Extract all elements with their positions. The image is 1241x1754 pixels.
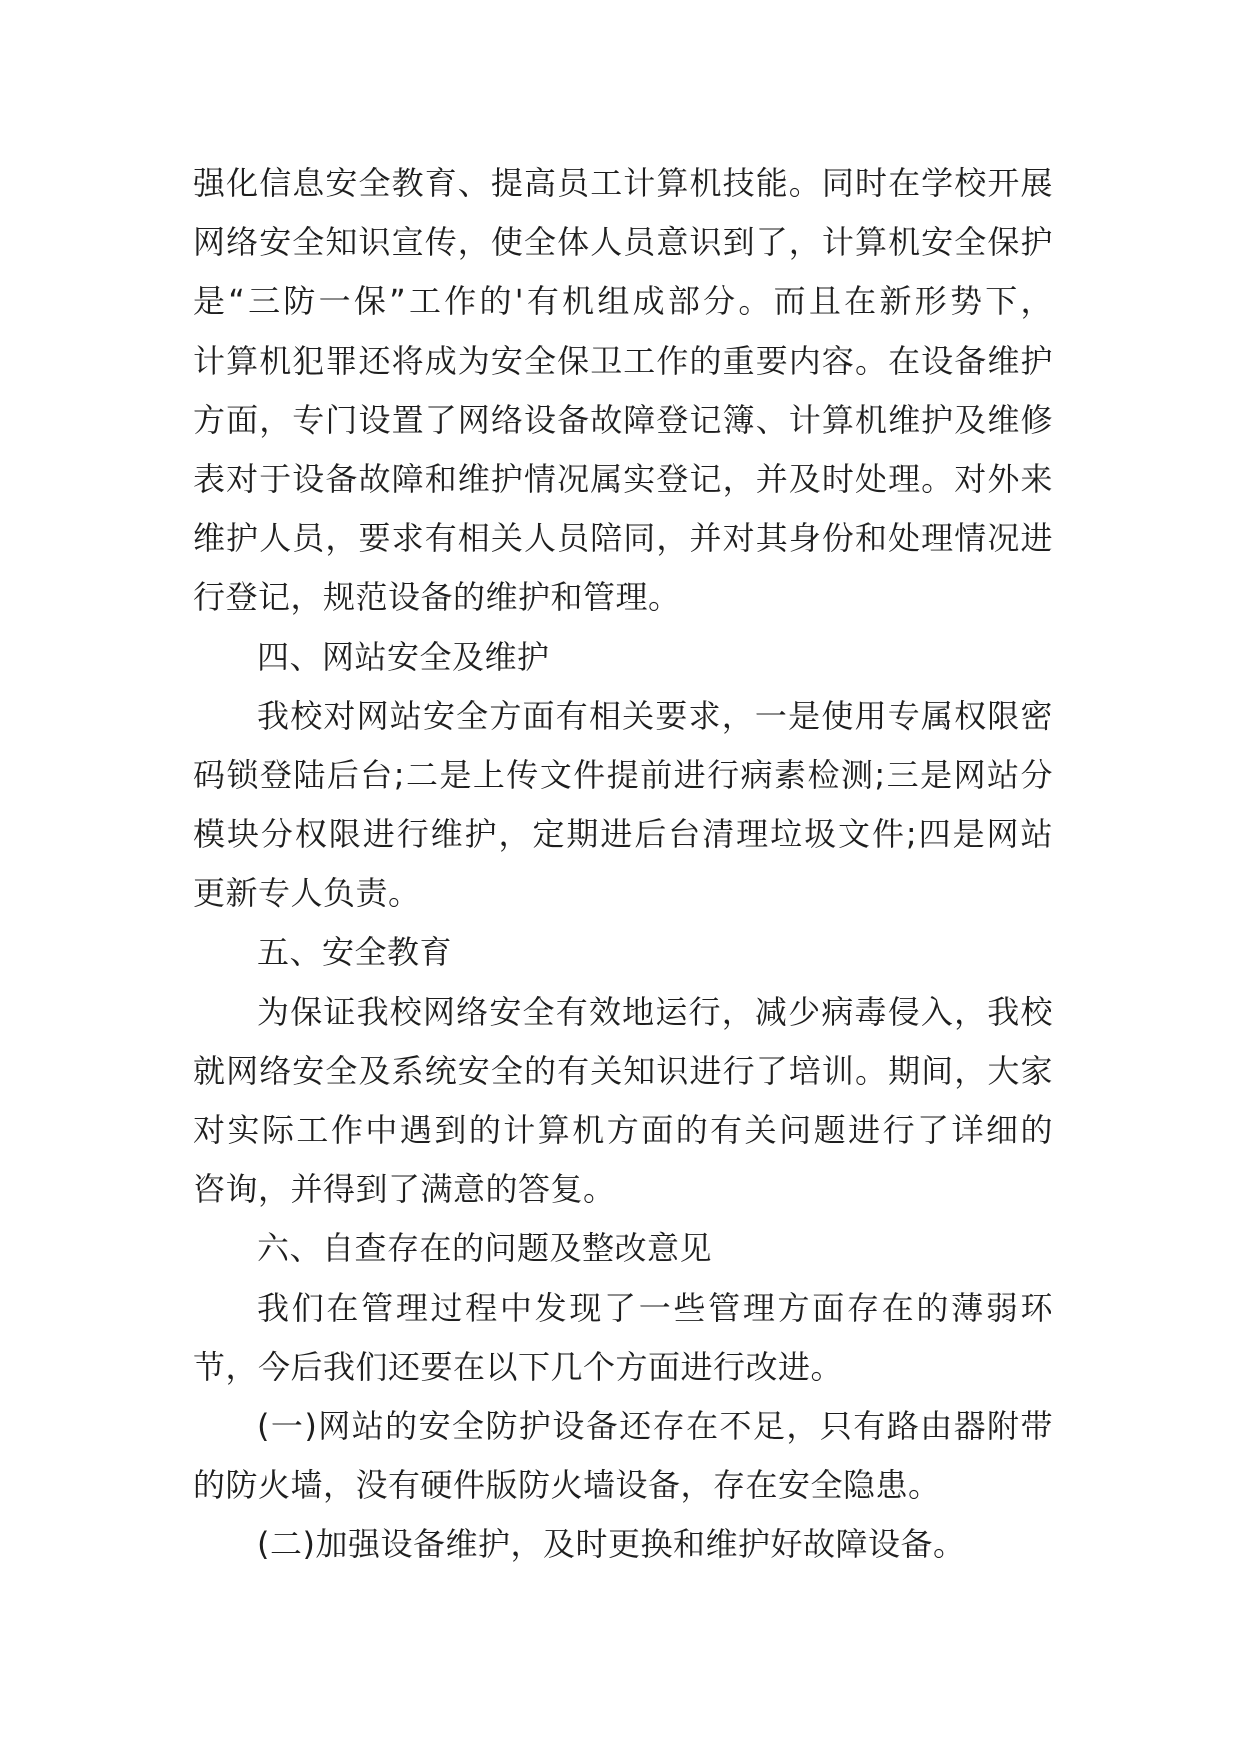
text-line: 表对于设备故障和维护情况属实登记，并及时处理。对外来 [193, 459, 1053, 498]
text-line: 更新专人负责。 [193, 874, 421, 913]
text-line: (二)加强设备维护，及时更换和维护好故障设备。 [257, 1525, 966, 1564]
text-line: 是“三防一保”工作的'有机组成部分。而且在新形势下， [193, 282, 1053, 321]
text-line: 码锁登陆后台;二是上传文件提前进行病素检测;三是网站分 [193, 755, 1053, 794]
text-line: 网络安全知识宣传，使全体人员意识到了，计算机安全保护 [193, 223, 1053, 262]
text-line: 模块分权限进行维护，定期进后台清理垃圾文件;四是网站 [193, 815, 1053, 854]
text-line: 节，今后我们还要在以下几个方面进行改进。 [193, 1347, 844, 1386]
text-line: 五、安全教育 [257, 933, 453, 972]
text-line: 就网络安全及系统安全的有关知识进行了培训。期间，大家 [193, 1051, 1053, 1090]
text-line: (一)网站的安全防护设备还存在不足，只有路由器附带 [257, 1406, 1053, 1445]
text-line: 强化信息安全教育、提高员工计算机技能。同时在学校开展 [193, 164, 1053, 202]
text-line: 对实际工作中遇到的计算机方面的有关问题进行了详细的 [193, 1111, 1053, 1149]
text-line: 我们在管理过程中发现了一些管理方面存在的薄弱环 [257, 1288, 1053, 1327]
text-line: 我校对网站安全方面有相关要求，一是使用专属权限密 [257, 696, 1053, 735]
text-line: 计算机犯罪还将成为安全保卫工作的重要内容。在设备维护 [193, 341, 1053, 380]
document-body [193, 154, 1053, 1575]
text-line: 咨询，并得到了满意的答复。 [193, 1170, 616, 1209]
text-line: 维护人员，要求有相关人员陪同，并对其身份和处理情况进 [193, 519, 1053, 558]
text-line: 四、网站安全及维护 [257, 637, 550, 676]
text-line: 六、自查存在的问题及整改意见 [257, 1229, 713, 1268]
text-line: 为保证我校网络安全有效地运行，减少病毒侵入，我校 [257, 992, 1053, 1031]
text-line: 行登记，规范设备的维护和管理。 [193, 578, 681, 617]
text-line: 方面，专门设置了网络设备故障登记簿、计算机维护及维修 [193, 400, 1053, 439]
text-line: 的防火墙，没有硬件版防火墙设备，存在安全隐患。 [193, 1466, 941, 1505]
